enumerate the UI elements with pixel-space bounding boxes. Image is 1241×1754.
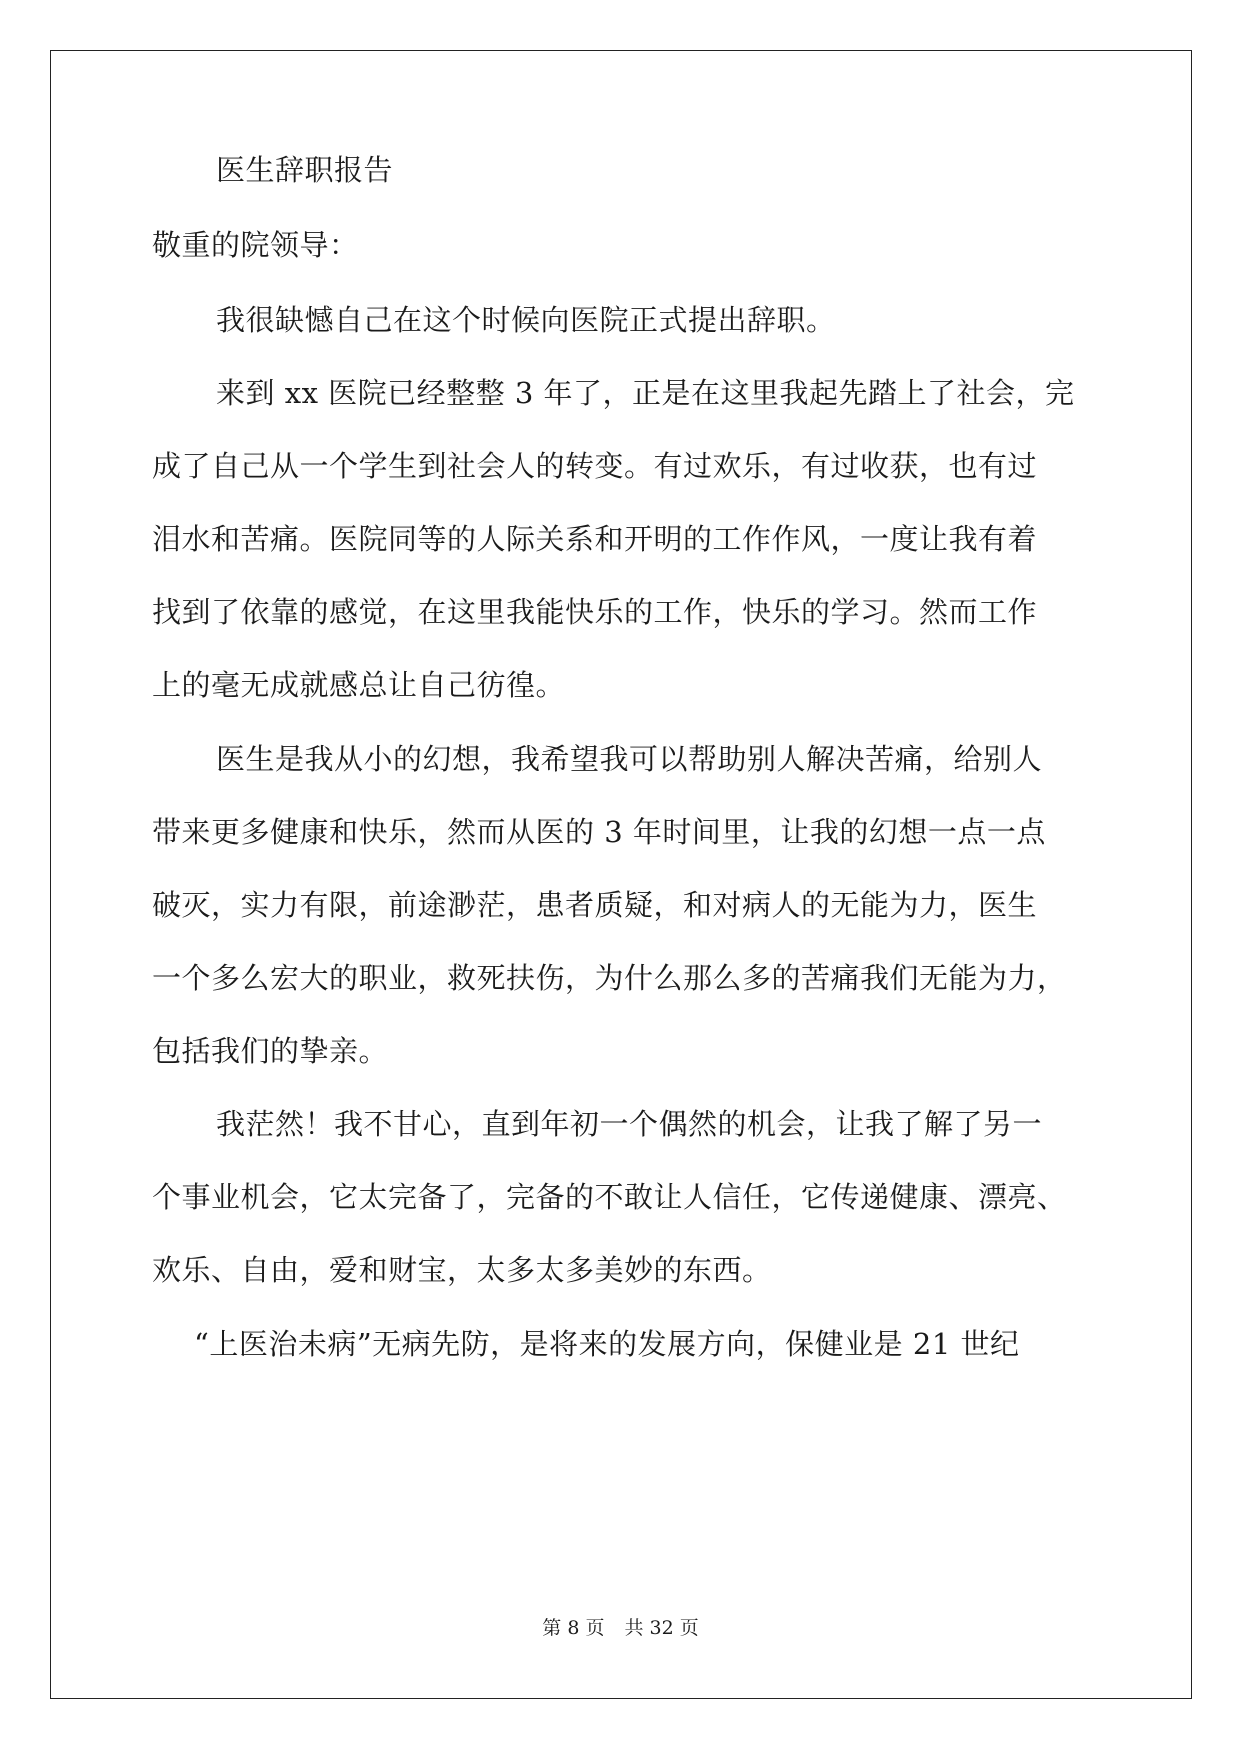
body-line-4: 泪水和苦痛。医院同等的人际关系和开明的工作作风，一度让我有着 <box>152 522 1038 556</box>
body-line-13: 个事业机会，它太完备了，完备的不敢让人信任，它传递健康、漂亮、 <box>152 1180 1067 1214</box>
body-line-10: 一个多么宏大的职业，救死扶伤，为什么那么多的苦痛我们无能为力， <box>152 961 1067 995</box>
body-line-15: “上医治未病”无病先防，是将来的发展方向，保健业是 21 世纪 <box>194 1327 1020 1361</box>
body-line-11: 包括我们的挚亲。 <box>152 1034 389 1068</box>
salutation: 敬重的院领导： <box>152 228 359 262</box>
page-number-current: 第 8 页 <box>542 1617 605 1639</box>
document-title: 医生辞职报告 <box>216 153 394 187</box>
body-line-9: 破灭，实力有限，前途渺茫，患者质疑，和对病人的无能为力，医生 <box>152 888 1038 922</box>
page-footer <box>0 1617 1241 1639</box>
body-line-12: 我茫然！我不甘心，直到年初一个偶然的机会，让我了解了另一 <box>216 1107 1043 1141</box>
body-line-3: 成了自己从一个学生到社会人的转变。有过欢乐，有过收获，也有过 <box>152 449 1038 483</box>
page-number-total: 共 32 页 <box>624 1617 699 1639</box>
body-line-14: 欢乐、自由，爱和财宝，太多太多美妙的东西。 <box>152 1253 772 1287</box>
body-line-2: 来到 xx 医院已经整整 3 年了，正是在这里我起先踏上了社会，完 <box>216 376 1075 410</box>
body-line-6: 上的毫无成就感总让自己彷徨。 <box>152 668 566 702</box>
body-line-1: 我很缺憾自己在这个时候向医院正式提出辞职。 <box>216 303 836 337</box>
body-line-7: 医生是我从小的幻想，我希望我可以帮助别人解决苦痛，给别人 <box>216 742 1043 776</box>
body-line-5: 找到了依靠的感觉，在这里我能快乐的工作，快乐的学习。然而工作 <box>152 595 1038 629</box>
page-border <box>50 50 1192 1699</box>
body-line-8: 带来更多健康和快乐，然而从医的 3 年时间里，让我的幻想一点一点 <box>152 815 1046 849</box>
